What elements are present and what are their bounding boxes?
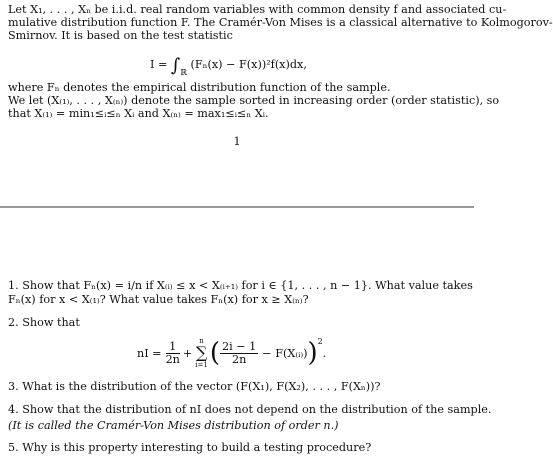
question-5: 5. Why is this property interesting to build a testing procedure? xyxy=(8,441,372,454)
sum-lower-limit: i=1 xyxy=(195,361,208,369)
intro-line-3: Smirnov. It is based on the test statistic xyxy=(8,29,233,42)
question-3: 3. What is the distribution of the vector (F(X₁), F(X₂), . . . , F(Xₙ))? xyxy=(8,380,381,393)
equation-rhs: (Fₙ(x) − F(x))²f(x)dx, xyxy=(190,58,307,71)
page-number: 1 xyxy=(233,135,241,148)
definition-line-1: where Fₙ denotes the empirical distribution function of the sample. xyxy=(8,81,391,94)
definition-line-2: We let (X₍₁₎, . . . , X₍ₙ₎) denote the sample sorted in increasing order (order statistic), so xyxy=(8,94,500,107)
intro-line-1: Let X₁, . . . , Xₙ be i.i.d. real random variables with common density f and associated cu- xyxy=(8,3,507,16)
integral-domain: ℝ xyxy=(180,68,187,77)
square-exponent: 2 xyxy=(317,336,323,346)
definition-line-3: that X₍₁₎ = min₁≤ᵢ≤ₙ Xᵢ and X₍ₙ₎ = max₁≤ᵢ≤ₙ Xᵢ. xyxy=(8,107,269,120)
page-separator xyxy=(0,206,474,208)
statistic-equation xyxy=(150,52,307,77)
intro-line-2: mulative distribution function F. The Cramér-Von Mises is a classical alternative to Kolmogorov- xyxy=(8,16,553,29)
summation xyxy=(195,337,208,369)
question-1-line-1: 1. Show that Fₙ(x) = i/n if X₍ᵢ₎ ≤ x < X₍ᵢ₊₁₎ for i ∈ {1, . . . , n − 1}. What value takes xyxy=(8,279,473,292)
fraction-1-over-2n xyxy=(166,341,180,366)
plus-sign: + xyxy=(182,346,193,360)
question-4-note: (It is called the Cramér-Von Mises distribution of order n.) xyxy=(8,419,339,432)
left-paren: ( xyxy=(209,338,220,368)
question-4: 4. Show that the distribution of nI does not depend on the distribution of the sample. xyxy=(8,403,492,416)
fraction-2i-1-over-2n xyxy=(220,341,258,366)
cvm-equation xyxy=(137,333,326,373)
sum-upper-limit: n xyxy=(199,337,204,345)
sum-sign: ∑ xyxy=(195,343,208,362)
fraction-2-denominator: 2n xyxy=(231,352,247,366)
question-2: 2. Show that xyxy=(8,316,80,329)
equation-lhs: I = xyxy=(150,58,168,71)
fraction-1-denominator: 2n xyxy=(165,352,180,366)
right-paren: ) xyxy=(307,338,318,368)
integral-sign: ∫ xyxy=(170,55,181,76)
equation2-period: . xyxy=(322,346,327,360)
fraction-1-numerator: 1 xyxy=(166,341,180,354)
question-1-line-2: Fₙ(x) for x < X₍₁₎? What value takes Fₙ(x) for x ≥ X₍ₙ₎? xyxy=(8,293,309,306)
fraction-2-numerator: 2i − 1 xyxy=(221,339,257,353)
equation2-lhs: nI = xyxy=(137,346,162,360)
equation2-tail: − F(X₍ᵢ₎) xyxy=(262,346,308,360)
